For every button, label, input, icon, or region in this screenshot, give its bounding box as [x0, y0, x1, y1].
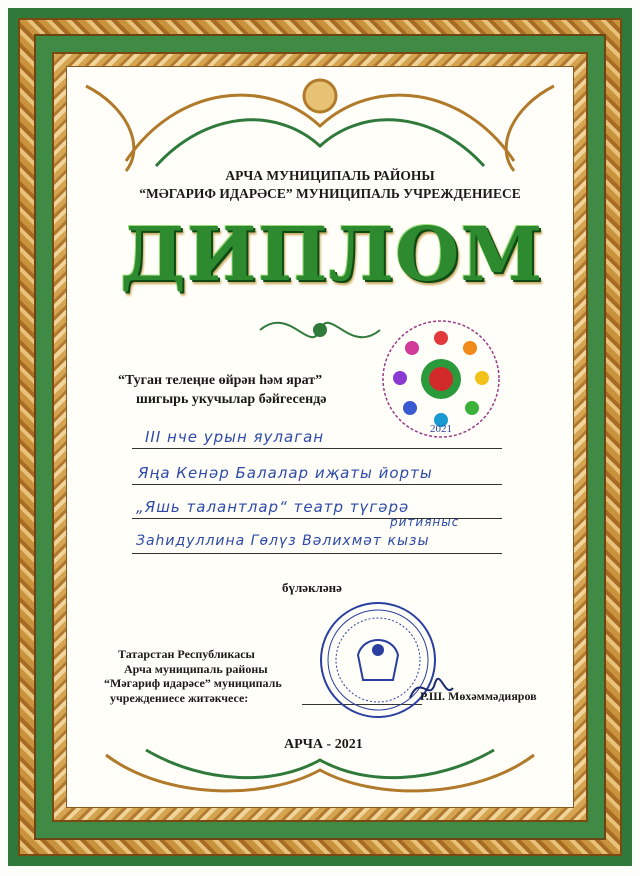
handwritten-place: III нче урын яулаган — [145, 428, 325, 446]
writing-line-2 — [132, 484, 502, 485]
logo-year: 2021 — [430, 423, 452, 435]
signatory-line-4: учреждениесе житәкчесе: — [110, 691, 249, 705]
signatory-line-2: Арча муниципаль районы — [124, 662, 268, 676]
awarded-label: бүләкләнә — [282, 580, 342, 595]
header-line-1: АРЧА МУНИЦИПАЛЬ РАЙОНЫ — [225, 168, 435, 183]
header-line-2: “МӘГАРИФ ИДАРӘСЕ” МУНИЦИПАЛЬ УЧРЕЖДЕНИЕСЕ — [139, 186, 521, 201]
contest-emblem-logo — [380, 318, 502, 440]
handwritten-group-extra: ритияныс — [390, 515, 460, 529]
diploma-title: ДИПЛОМ — [120, 212, 544, 298]
contest-name-line-2: шигырь укучылар бәйгесендә — [136, 392, 327, 407]
top-ornament — [66, 66, 574, 176]
writing-line-1 — [132, 448, 502, 449]
handwritten-group: „Яшь талантлар“ театр түгәрә — [136, 498, 410, 516]
signatory-line-1: Татарстан Республикасы — [118, 647, 255, 661]
signatory-name: Р.Ш. Мөхәммәдияров — [420, 689, 537, 703]
signatory-line-3: “Мәгариф идарәсе” муниципаль — [104, 676, 282, 690]
footer-city-year: АРЧА - 2021 — [284, 737, 363, 752]
writing-line-4 — [132, 553, 502, 554]
title-flourish — [250, 300, 390, 360]
handwritten-recipient-name: Заһидуллина Гөлүз Вәлихмәт кызы — [136, 533, 430, 549]
handwritten-institution: Яңа Кенәр Балалар иҗаты йорты — [138, 464, 433, 482]
contest-name-line-1: “Туган телеңне өйрән һәм ярат” — [118, 373, 323, 388]
